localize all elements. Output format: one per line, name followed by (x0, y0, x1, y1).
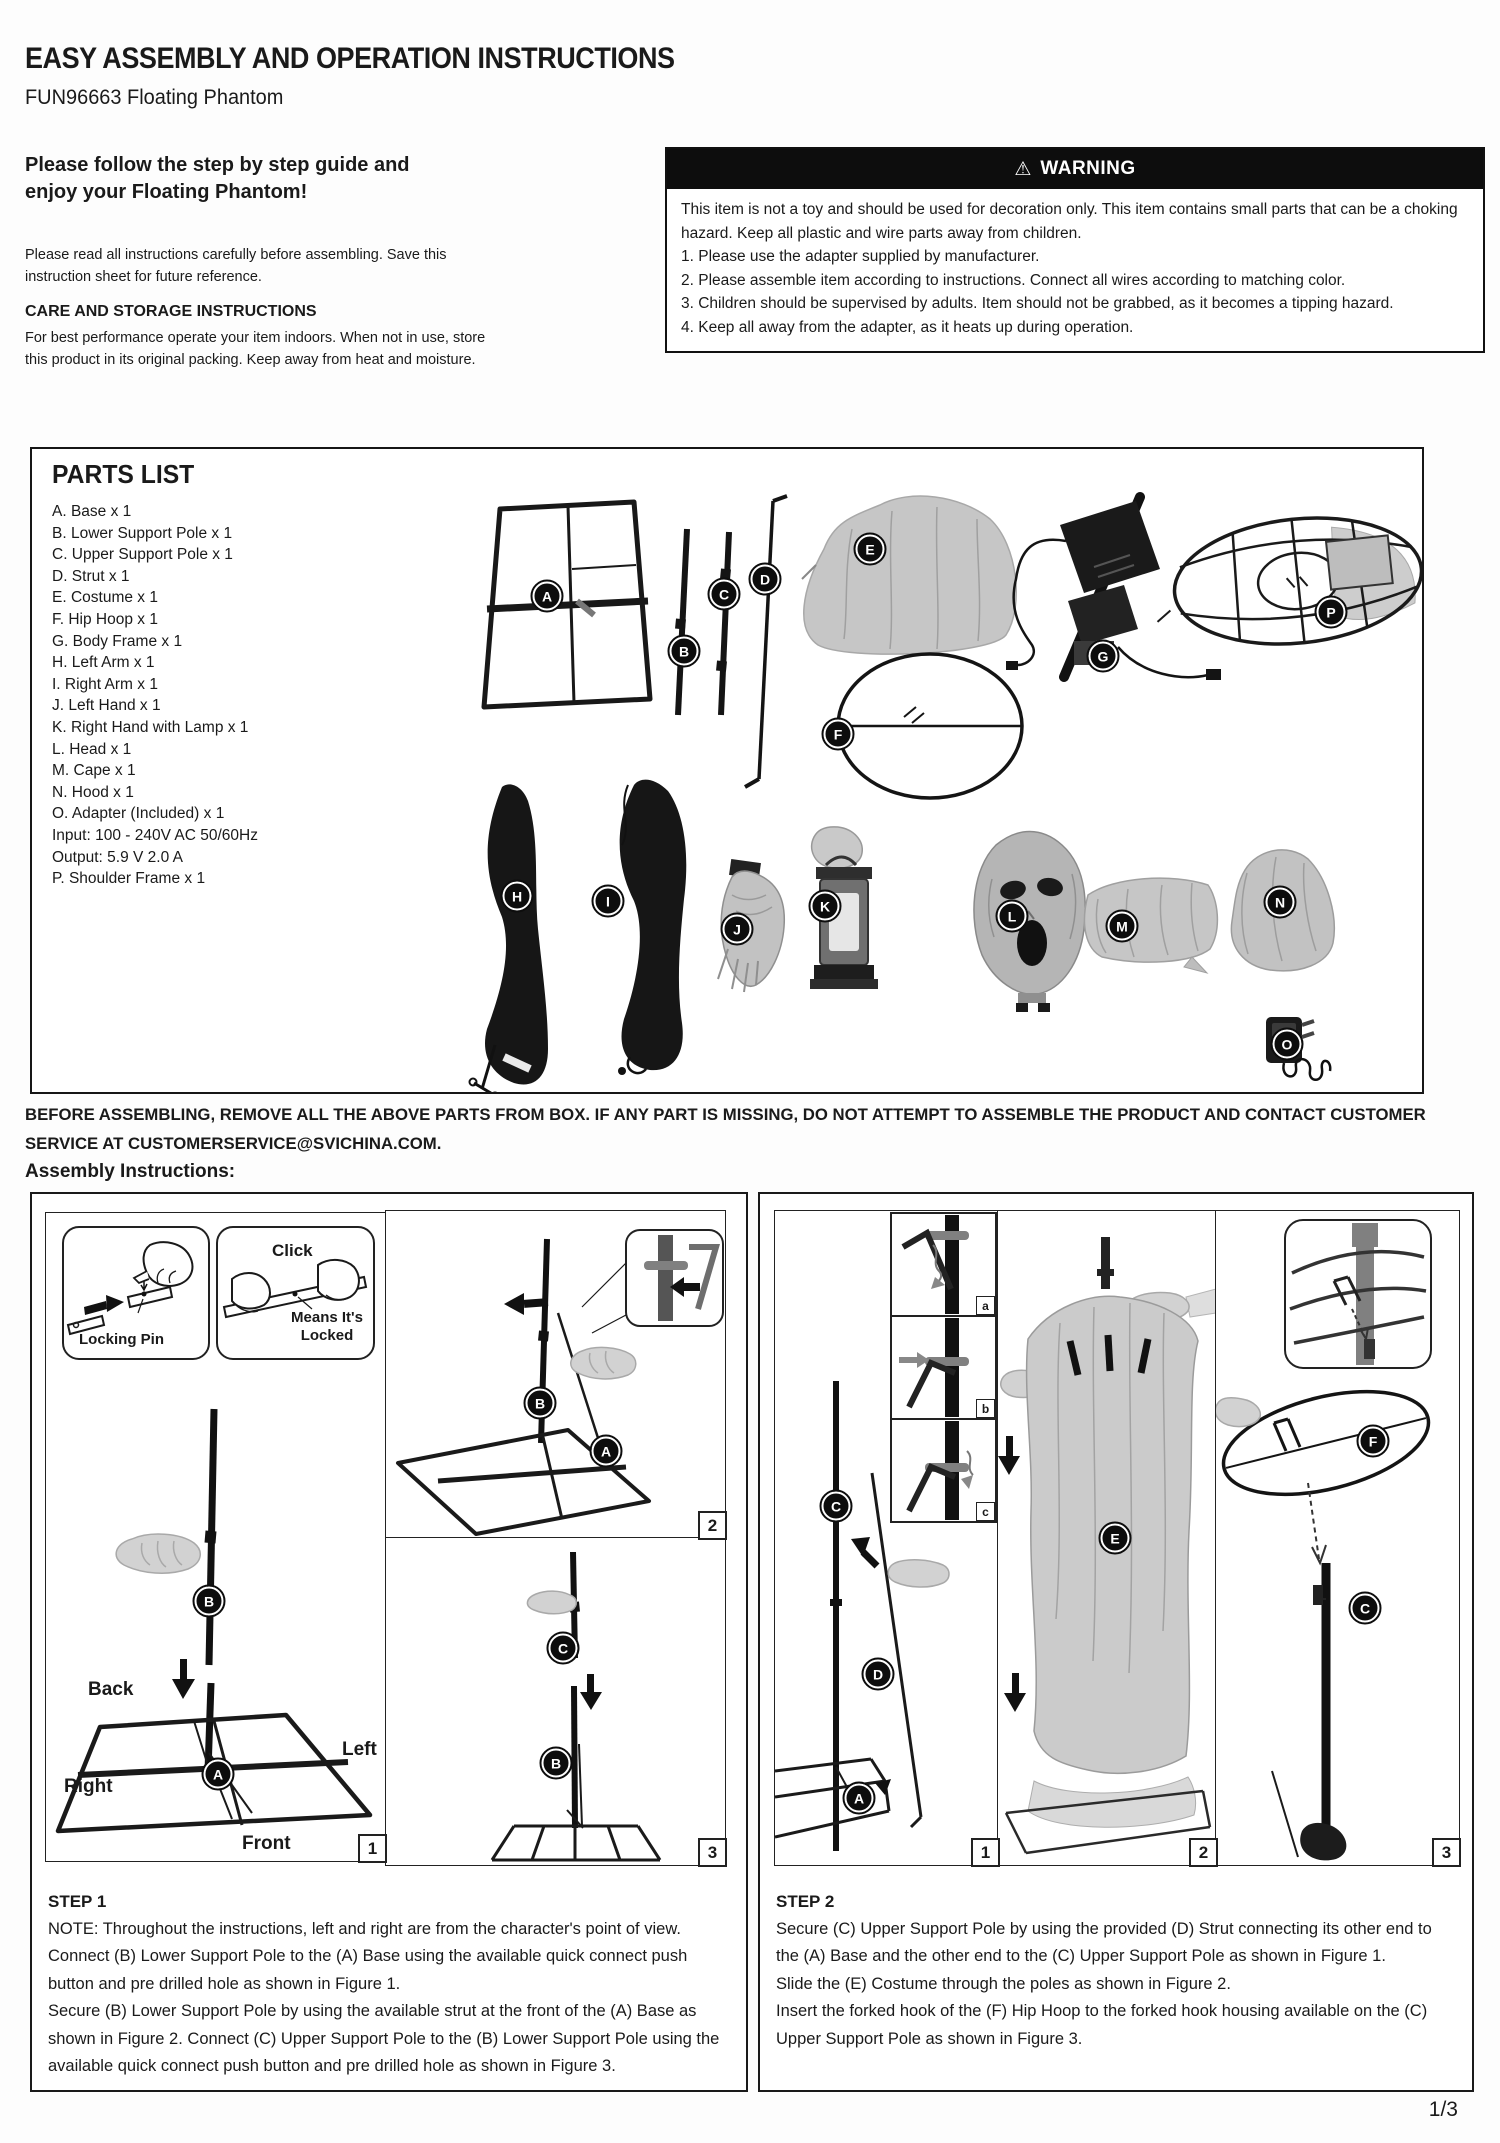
intro-heading: Please follow the step by step guide and enjoy your Floating Phantom! (25, 154, 410, 203)
part-marker-f: F (824, 720, 853, 749)
warning-intro: This item is not a toy and should be used for decoration only. This item contains small parts that can be a choking hazard. Keep all plastic and wire parts away from children. (681, 201, 1458, 242)
orientation-front-label: Front (242, 1833, 291, 1854)
parts-item: P. Shoulder Frame x 1 (52, 870, 206, 888)
warning-triangle-icon: ⚠ (1014, 158, 1032, 180)
step1-figure-2 (385, 1210, 726, 1539)
parts-list (52, 501, 258, 890)
part-marker-d: D (751, 565, 780, 594)
figure-marker-b: B (526, 1389, 555, 1418)
step1-text (48, 1888, 730, 2081)
step2-title: STEP 2 (776, 1892, 835, 1911)
step1-figure-1 (45, 1212, 386, 1862)
parts-item: E. Costume x 1 (52, 589, 158, 607)
figure-marker-a: A (592, 1437, 621, 1466)
figure-number-badge: 2 (1189, 1838, 1218, 1867)
warning-item: 2. Please assemble item according to instructions. Connect all wires according to matching color. (681, 271, 1346, 289)
step1-title: STEP 1 (48, 1892, 107, 1911)
locking-pin-label: Locking Pin (79, 1331, 165, 1348)
part-base-drawing (484, 502, 650, 707)
part-marker-j: J (723, 915, 752, 944)
care-heading: CARE AND STORAGE INSTRUCTIONS (25, 303, 317, 320)
warning-title: WARNING (1040, 158, 1136, 179)
step2-paragraph: Slide the (E) Costume through the poles as shown in Figure 2. (776, 1974, 1231, 1993)
warning-item: 1. Please use the adapter supplied by manufacturer. (681, 248, 1040, 265)
page-title: EASY ASSEMBLY AND OPERATION INSTRUCTIONS (25, 42, 675, 75)
part-head-drawing (974, 832, 1085, 1013)
step1-figure-3 (385, 1537, 726, 1866)
figure-marker-c: C (1351, 1594, 1380, 1623)
figure-number-badge: 1 (971, 1838, 1000, 1867)
parts-item: K. Right Hand with Lamp x 1 (52, 718, 249, 736)
figure-marker-e: E (1101, 1524, 1130, 1553)
parts-item: F. Hip Hoop x 1 (52, 610, 158, 628)
part-marker-p: P (1317, 598, 1346, 627)
part-marker-m: M (1108, 912, 1137, 941)
parts-item: A. Base x 1 (52, 503, 132, 520)
figure-number-badge: 3 (1432, 1838, 1461, 1867)
figure-marker-d: D (864, 1660, 893, 1689)
step2-panel (758, 1192, 1474, 2092)
orientation-right-label: Right (64, 1776, 113, 1797)
figure-marker-a: A (204, 1760, 233, 1789)
step2-paragraph: Secure (C) Upper Support Pole by using the provided (D) Strut connecting its other end to the (A) Base and the other end to the (C) Upper Support Pole as shown in Figure 1. (776, 1919, 1432, 1965)
part-marker-a: A (533, 582, 562, 611)
figure-marker-c: C (822, 1492, 851, 1521)
part-marker-b: B (670, 637, 699, 666)
part-marker-i: I (594, 887, 623, 916)
warning-item: 3. Children should be supervised by adults. Item should not be grabbed, as it becomes a tipping hazard. (681, 295, 1394, 312)
step1-figure-3-art (386, 1538, 725, 1865)
assembly-heading: Assembly Instructions: (25, 1161, 236, 1182)
parts-item: L. Head x 1 (52, 740, 132, 758)
parts-item: Output: 5.9 V 2.0 A (52, 848, 183, 866)
inset-step-label: c (976, 1502, 995, 1521)
parts-item: J. Left Hand x 1 (52, 697, 161, 715)
part-marker-k: K (811, 892, 840, 921)
step2-text (776, 1888, 1458, 2053)
parts-item: N. Hood x 1 (52, 783, 134, 801)
step1-figure-2-art (386, 1211, 725, 1538)
figure-number-badge: 1 (358, 1834, 387, 1863)
figure-marker-b: B (542, 1749, 571, 1778)
hoop-to-pole-drawing (1216, 1373, 1439, 1860)
part-hip-hoop-drawing (838, 654, 1022, 798)
figure-number-badge: 3 (698, 1838, 727, 1867)
step2-figure-3-art (1216, 1211, 1459, 1865)
figure-marker-b: B (195, 1587, 224, 1616)
care-paragraph: For best performance operate your item indoors. When not in use, store this product in its original packing. Keep away from heat and moisture. (25, 330, 486, 368)
parts-item: B. Lower Support Pole x 1 (52, 524, 233, 542)
parts-list-section (30, 447, 1424, 1094)
parts-item: M. Cape x 1 (52, 762, 136, 780)
part-left-arm-drawing (470, 784, 549, 1092)
figure-number-badge: 2 (698, 1511, 727, 1540)
orientation-back-label: Back (88, 1679, 134, 1700)
step2-paragraph: Insert the forked hook of the (F) Hip Hoop to the forked hook housing available on the (C) Upper Support Pole as shown in Figure 3. (776, 2002, 1428, 2048)
inset-step-label: b (976, 1399, 995, 1418)
figure-marker-c: C (549, 1634, 578, 1663)
part-marker-c: C (710, 580, 739, 609)
step2-figure-3 (1215, 1210, 1460, 1866)
part-marker-e: E (856, 535, 885, 564)
step1-panel (30, 1192, 748, 2092)
intro-paragraph: Please read all instructions carefully before assembling. Save this instruction sheet for future reference. (25, 247, 447, 285)
step2-figure-1-art (775, 1211, 998, 1865)
part-costume-drawing (802, 496, 1016, 654)
page-number: 1/3 (1428, 2098, 1458, 2121)
step1-note: NOTE: Throughout the instructions, left and right are from the character's point of view. (48, 1919, 681, 1938)
product-model: FUN96663 Floating Phantom (25, 86, 284, 109)
figure-marker-f: F (1359, 1427, 1388, 1456)
warning-box (665, 147, 1485, 353)
step1-paragraph: Secure (B) Lower Support Pole by using the available strut at the front of the (A) Base as shown in Figure 2. Connect (C) Upper Support Pole to the (B) Lower Support Pole using the available quick connect push button and pre drilled hole as shown in Figure 3. (48, 2002, 720, 2075)
warning-item: 4. Keep all away from the adapter, as it heats up during operation. (681, 318, 1134, 336)
parts-item: O. Adapter (Included) x 1 (52, 805, 225, 823)
parts-item: D. Strut x 1 (52, 567, 130, 585)
parts-item: G. Body Frame x 1 (52, 632, 183, 650)
fork-hook-inset-drawing (1285, 1220, 1431, 1368)
parts-item: H. Left Arm x 1 (52, 654, 155, 672)
part-cape-drawing (1084, 878, 1217, 973)
means-locked-label: Means It's Locked (291, 1309, 363, 1344)
part-marker-g: G (1089, 642, 1118, 671)
warning-header (667, 149, 1483, 189)
inset-step-label: a (976, 1296, 995, 1315)
hook-step-insets-drawing (891, 1213, 996, 1522)
step2-figure-2 (997, 1210, 1217, 1866)
part-lower-pole-drawing (678, 529, 687, 715)
warning-body (667, 189, 1483, 351)
parts-list-title: PARTS LIST (52, 459, 195, 489)
part-marker-l: L (998, 902, 1027, 931)
part-marker-n: N (1266, 888, 1295, 917)
part-marker-h: H (503, 882, 532, 911)
step1-paragraph: Connect (B) Lower Support Pole to the (A) Base using the available quick connect push button and pre drilled hole as shown in Figure 1. (48, 1947, 688, 1993)
orientation-left-label: Left (342, 1739, 377, 1760)
parts-item: I. Right Arm x 1 (52, 675, 158, 693)
figure-marker-a: A (845, 1784, 874, 1813)
parts-item: Input: 100 - 240V AC 50/60Hz (52, 826, 258, 844)
parts-item: C. Upper Support Pole x 1 (52, 546, 233, 564)
connector-detail-inset-drawing (626, 1230, 723, 1326)
step2-figure-1 (774, 1210, 999, 1866)
notice-text: BEFORE ASSEMBLING, REMOVE ALL THE ABOVE PARTS FROM BOX. IF ANY PART IS MISSING, DO NOT ATTEMPT TO ASSEMBLE THE PRODUCT AND CONTACT CUSTOMER SERVICE AT CUSTOMERSERVICE@SVICHINA.COM. (25, 1105, 1426, 1153)
part-marker-o: O (1273, 1030, 1302, 1059)
part-upper-pole-drawing (721, 532, 729, 715)
part-right-arm-drawing (618, 780, 686, 1075)
part-shoulder-frame-drawing (1148, 504, 1422, 658)
part-strut-drawing (745, 496, 787, 787)
click-label: Click (272, 1241, 313, 1260)
